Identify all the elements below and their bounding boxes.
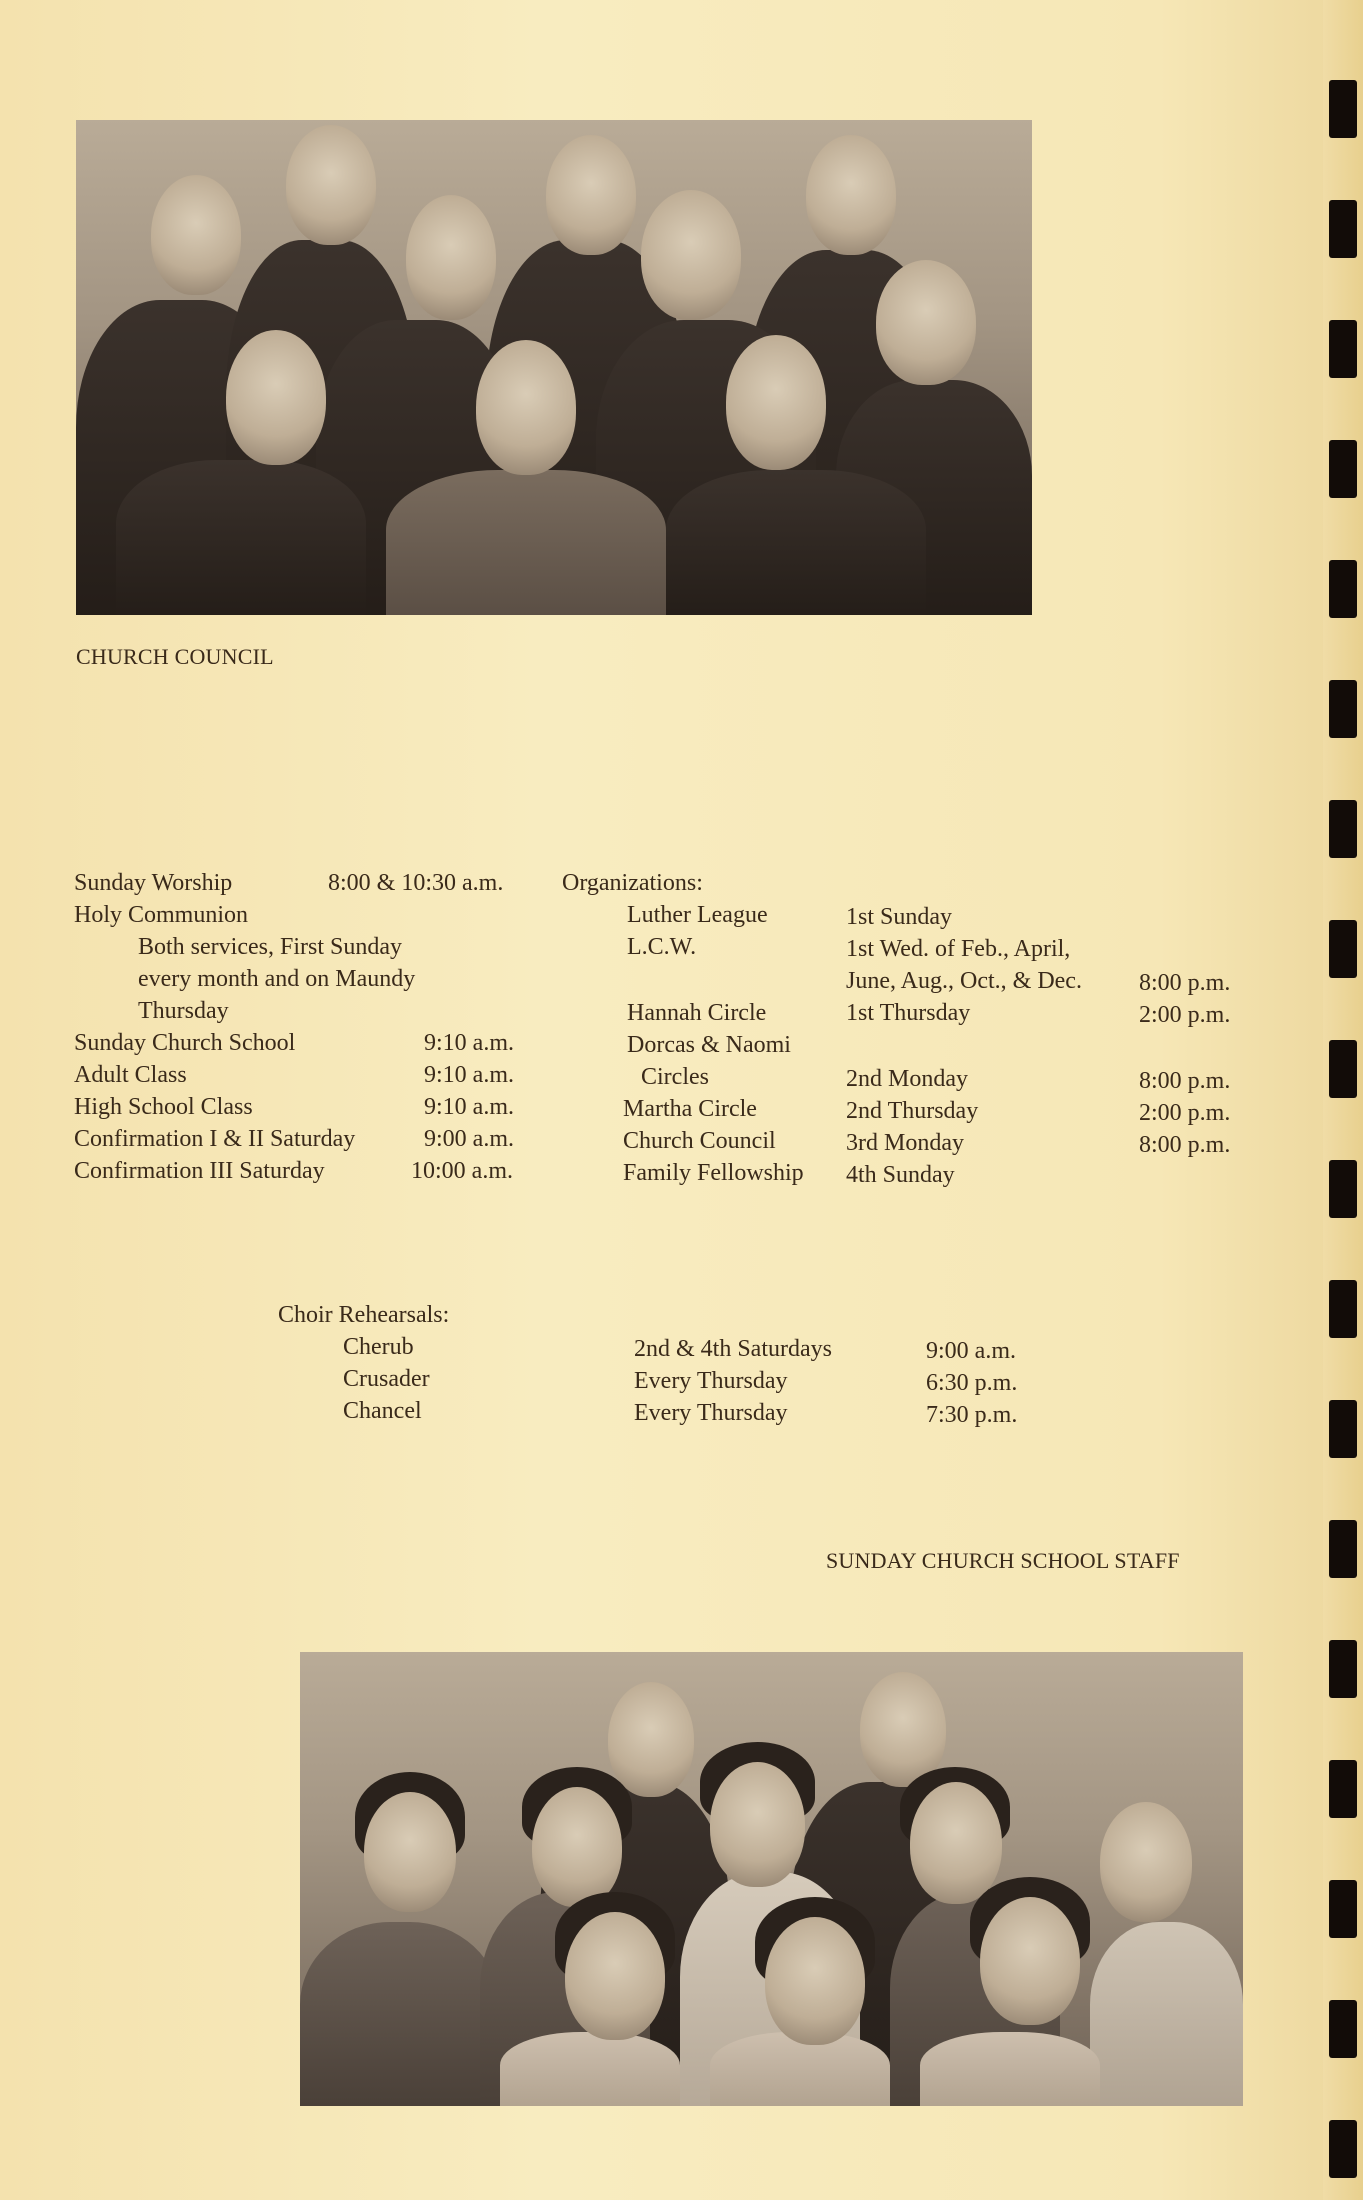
binding-ring — [1329, 1280, 1357, 1338]
org-time: 2:00 p.m. — [1139, 1100, 1231, 1126]
choir-day: Every Thursday — [634, 1368, 788, 1394]
org-time: 2:00 p.m. — [1139, 1002, 1231, 1028]
schedule-item-label: Adult Class — [74, 1062, 187, 1088]
org-name: Martha Circle — [623, 1096, 757, 1122]
communion-note-line: Thursday — [138, 998, 229, 1024]
org-time: 8:00 p.m. — [1139, 970, 1231, 996]
org-name: Hannah Circle — [627, 1000, 767, 1026]
org-day: 1st Thursday — [846, 1000, 971, 1026]
org-day: June, Aug., Oct., & Dec. — [846, 968, 1082, 994]
communion-note-line: every month and on Maundy — [138, 966, 416, 992]
org-day: 3rd Monday — [846, 1130, 964, 1156]
org-name: Family Fellowship — [623, 1160, 804, 1186]
binding-ring — [1329, 1640, 1357, 1698]
worship-label: Sunday Worship — [74, 870, 233, 896]
binding-ring — [1329, 800, 1357, 858]
org-day: 2nd Thursday — [846, 1098, 979, 1124]
schedule-item-label: High School Class — [74, 1094, 253, 1120]
org-name: L.C.W. — [627, 934, 697, 960]
choir-time: 9:00 a.m. — [926, 1338, 1016, 1364]
schedule-item-time: 9:00 a.m. — [424, 1126, 514, 1152]
council-caption: CHURCH COUNCIL — [76, 644, 274, 669]
org-day: 4th Sunday — [846, 1162, 955, 1188]
staff-caption: SUNDAY CHURCH SCHOOL STAFF — [826, 1548, 1180, 1573]
binding-ring — [1329, 1760, 1357, 1818]
org-day: 1st Sunday — [846, 904, 953, 930]
schedule-item-label: Sunday Church School — [74, 1030, 296, 1056]
choir-time: 7:30 p.m. — [926, 1402, 1018, 1428]
choir-time: 6:30 p.m. — [926, 1370, 1018, 1396]
choir-heading: Choir Rehearsals: — [278, 1302, 450, 1328]
choir-name: Crusader — [343, 1366, 430, 1392]
binding-ring — [1329, 1400, 1357, 1458]
schedule-item-time: 9:10 a.m. — [424, 1062, 514, 1088]
org-day: 1st Wed. of Feb., April, — [846, 936, 1071, 962]
org-day: 2nd Monday — [846, 1066, 968, 1092]
choir-name: Cherub — [343, 1334, 414, 1360]
org-time: 8:00 p.m. — [1139, 1068, 1231, 1094]
binding-ring — [1329, 440, 1357, 498]
binding-ring — [1329, 560, 1357, 618]
schedule-item-time: 10:00 a.m. — [411, 1158, 513, 1184]
binding-ring — [1329, 80, 1357, 138]
organizations-heading: Organizations: — [562, 870, 703, 896]
org-time: 8:00 p.m. — [1139, 1132, 1231, 1158]
org-name: Dorcas & Naomi — [627, 1032, 791, 1058]
communion-label: Holy Communion — [74, 902, 249, 928]
schedule-item-time: 9:10 a.m. — [424, 1030, 514, 1056]
binding-ring — [1329, 2120, 1357, 2178]
schedule-item-label: Confirmation I & II Saturday — [74, 1126, 356, 1152]
choir-day: Every Thursday — [634, 1400, 788, 1426]
binding-ring — [1329, 200, 1357, 258]
choir-day: 2nd & 4th Saturdays — [634, 1336, 832, 1362]
choir-name: Chancel — [343, 1398, 422, 1424]
schedule-item-time: 9:10 a.m. — [424, 1094, 514, 1120]
binding-ring — [1329, 1880, 1357, 1938]
church-council-photo — [76, 120, 1032, 615]
binding-ring — [1329, 920, 1357, 978]
binding-ring — [1329, 1040, 1357, 1098]
binding-ring — [1329, 320, 1357, 378]
binding-ring — [1329, 1160, 1357, 1218]
org-name: Luther League — [627, 902, 768, 928]
binding-ring — [1329, 680, 1357, 738]
binding-ring — [1329, 1520, 1357, 1578]
org-name: Circles — [641, 1064, 709, 1090]
sunday-school-staff-photo — [300, 1652, 1243, 2106]
binding-ring — [1329, 2000, 1357, 2058]
communion-note-line: Both services, First Sunday — [138, 934, 402, 960]
org-name: Church Council — [623, 1128, 776, 1154]
worship-time: 8:00 & 10:30 a.m. — [328, 870, 504, 896]
schedule-item-label: Confirmation III Saturday — [74, 1158, 325, 1184]
